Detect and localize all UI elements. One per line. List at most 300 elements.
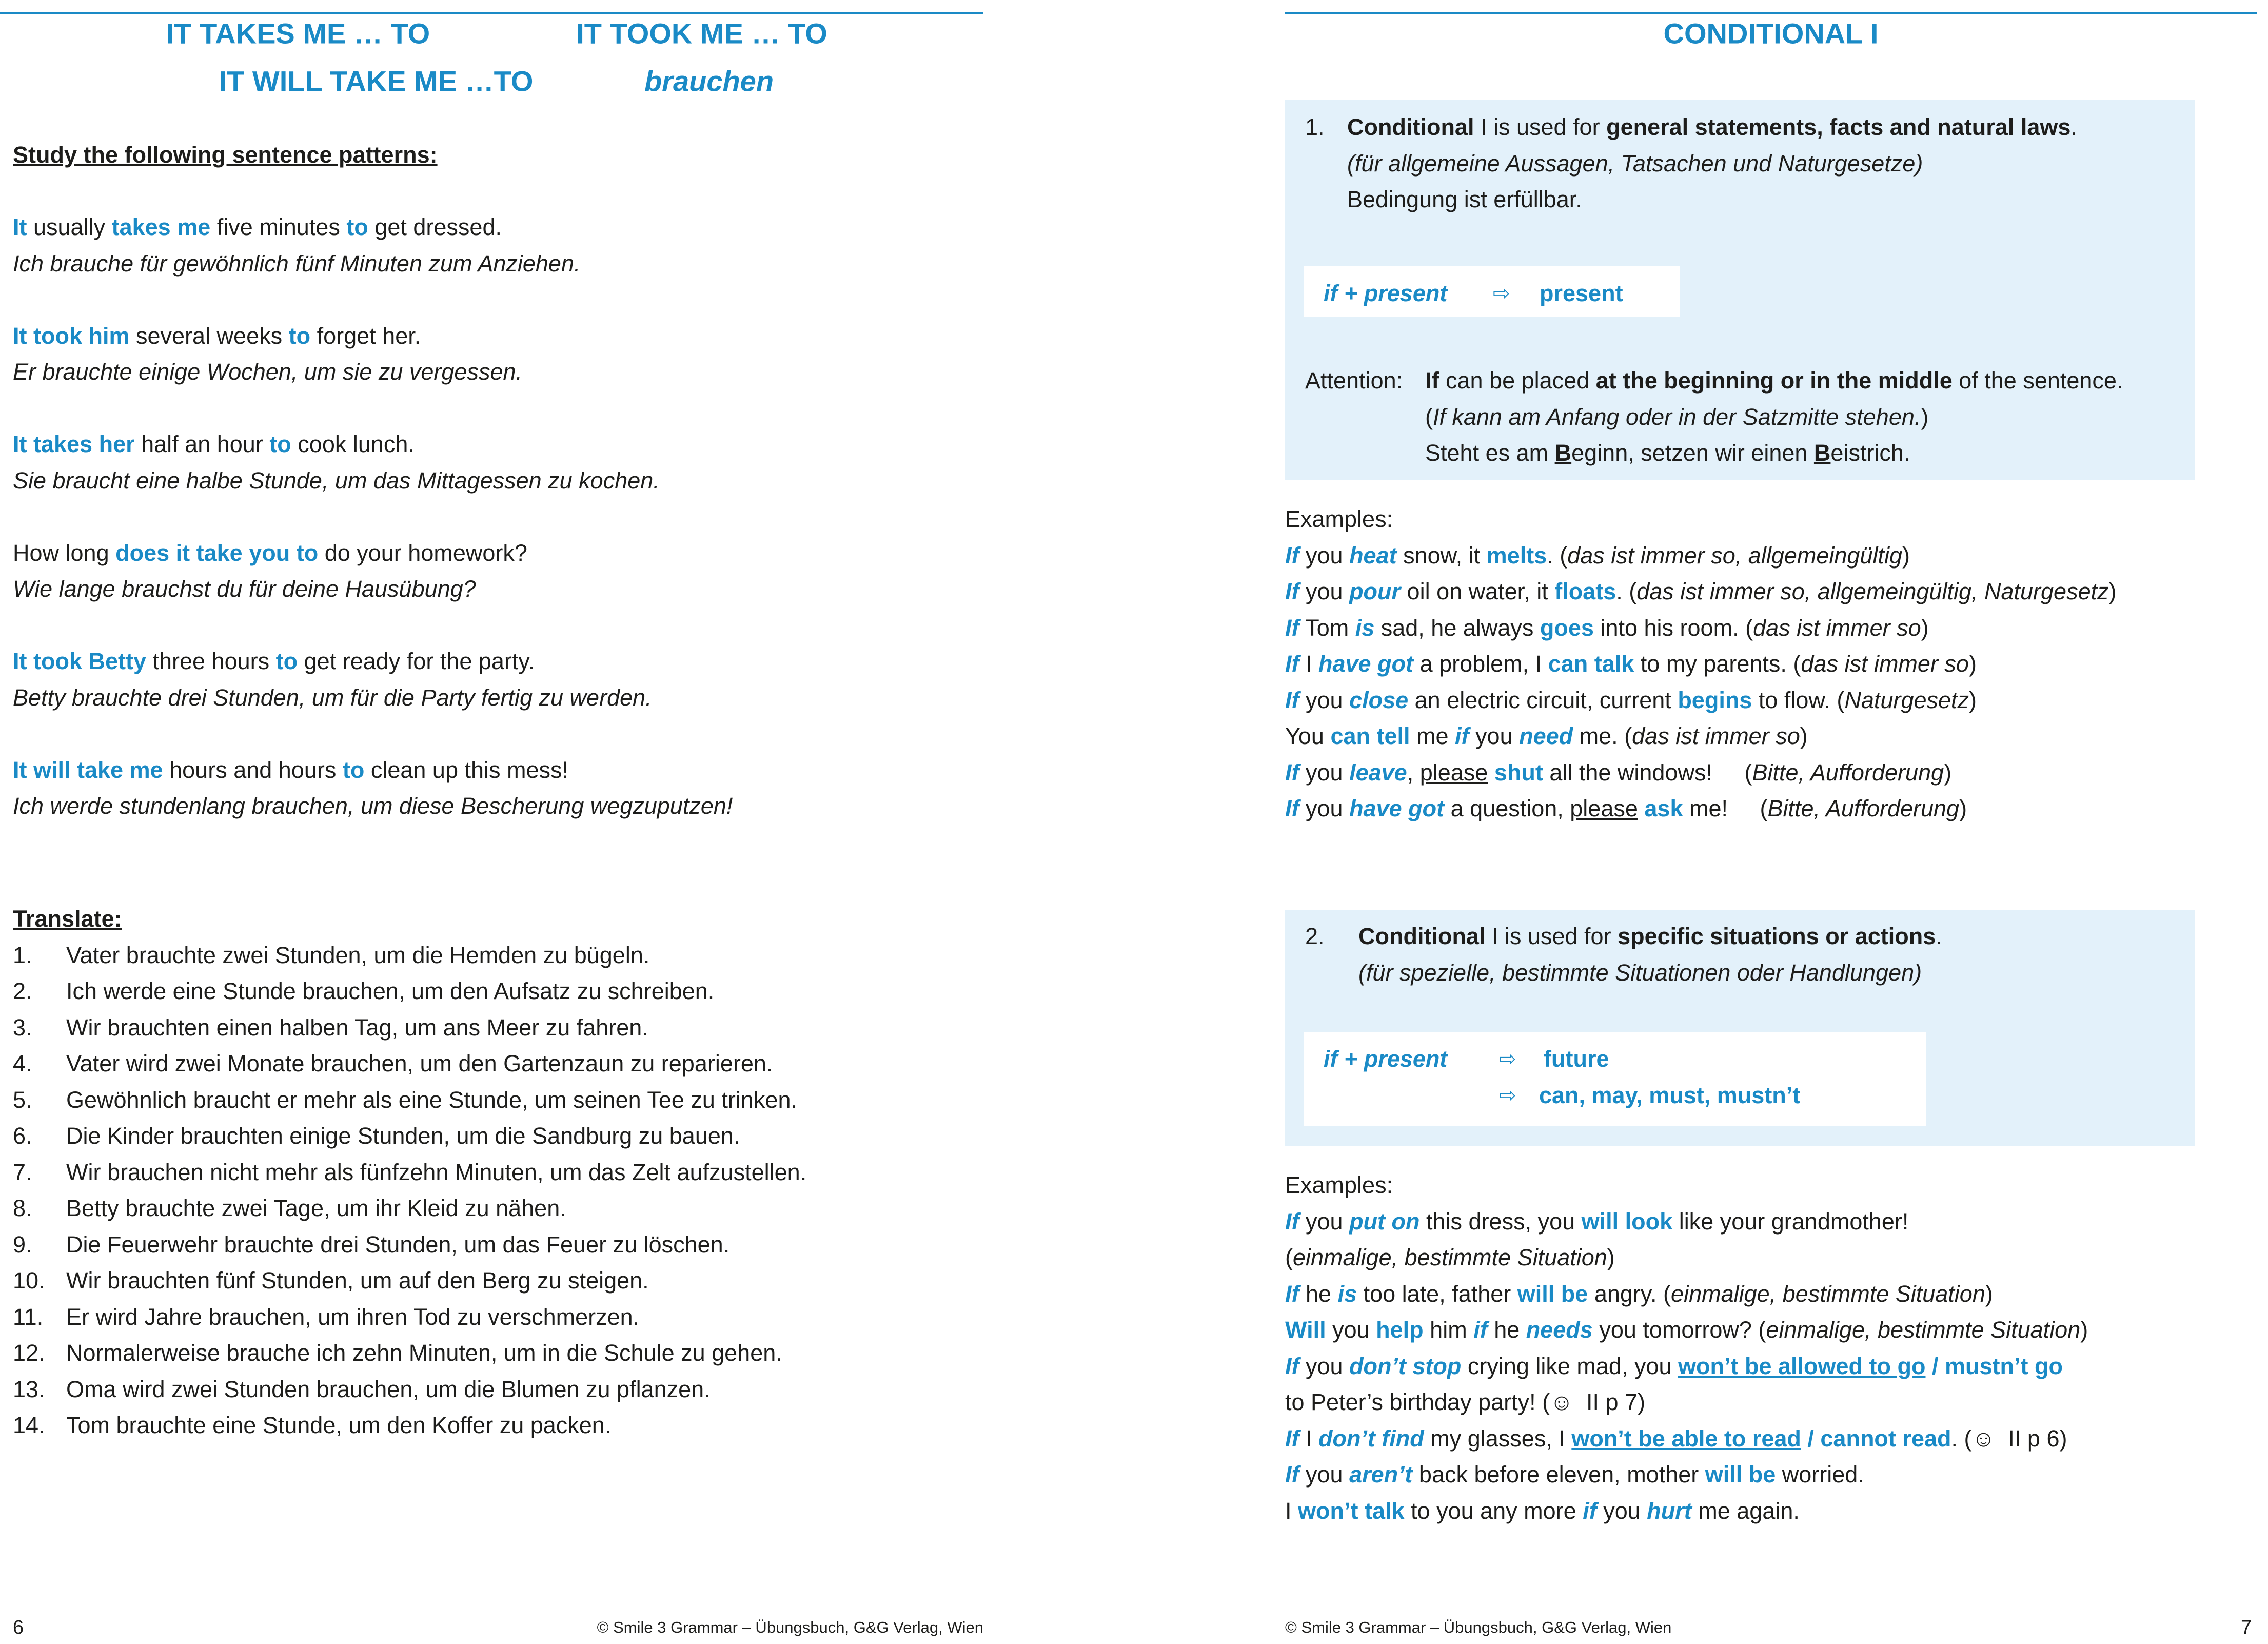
text-segment: is	[1337, 1280, 1357, 1307]
text-segment: if	[1455, 723, 1469, 749]
text-segment: das ist immer so	[1632, 723, 1800, 749]
formula-1-condition: if + present	[1324, 280, 1448, 306]
translate-item	[13, 1299, 806, 1336]
text-segment: )	[1968, 651, 1977, 677]
text-segment: I	[1285, 1497, 1298, 1524]
sentence-patterns	[13, 209, 733, 825]
text-segment: )	[1921, 403, 1929, 430]
text-line	[1358, 918, 1942, 955]
text-segment: put on	[1349, 1208, 1420, 1235]
text-segment: you	[1299, 578, 1350, 604]
text-segment: will be	[1705, 1461, 1776, 1488]
text-segment: (für spezielle, bestimmte Situationen oder Handlungen)	[1358, 959, 1922, 986]
arrow-right-icon: ⇨	[1493, 282, 1510, 305]
attention-label: Attention:	[1305, 367, 1403, 394]
text-segment: to	[346, 214, 368, 240]
text-segment: you	[1299, 759, 1350, 786]
text-segment: too late, father	[1357, 1280, 1517, 1307]
text-segment: )	[1959, 795, 1967, 821]
item-text: Oma wird zwei Stunden brauchen, um die Blumen zu pflanzen.	[66, 1376, 711, 1402]
page-number-right: 7	[2241, 1617, 2252, 1638]
text-segment: have got	[1318, 651, 1414, 677]
translate-item	[13, 1118, 806, 1154]
item-number: 7.	[13, 1159, 32, 1185]
text-segment: he	[1299, 1280, 1338, 1307]
arrow-right-icon: ⇨	[1499, 1084, 1516, 1107]
text-segment: you tomorrow? (	[1592, 1317, 1766, 1343]
text-segment: If	[1285, 614, 1299, 641]
text-segment: )	[1800, 723, 1808, 749]
text-segment: If	[1285, 1280, 1299, 1307]
heading-it-takes-me: IT TAKES ME … TO	[166, 17, 430, 50]
text-segment: of the sentence.	[1952, 367, 2123, 394]
text-segment: you	[1299, 1461, 1350, 1488]
text-segment: all the windows! (	[1543, 759, 1752, 786]
text-segment: me. (	[1573, 723, 1632, 749]
text-segment: hours and hours	[163, 756, 343, 783]
text-line	[13, 246, 733, 282]
text-segment: Conditional	[1358, 923, 1486, 949]
text-segment: him	[1423, 1317, 1474, 1343]
text-segment: to flow. (	[1752, 687, 1845, 713]
translate-item	[13, 1227, 806, 1263]
text-segment: If	[1285, 651, 1299, 677]
left-header-rule	[0, 12, 983, 14]
rule-1-number-col	[1305, 109, 1325, 146]
text-segment: Will	[1285, 1317, 1326, 1343]
attention-text	[1425, 363, 2123, 472]
text-segment	[1638, 795, 1645, 821]
item-text: Wir brauchten einen halben Tag, um ans Meer zu fahren.	[66, 1014, 648, 1041]
text-segment: sad, he always	[1374, 614, 1540, 641]
text-line	[1425, 399, 2123, 436]
text-segment: you	[1299, 795, 1350, 821]
text-segment: hurt	[1647, 1497, 1692, 1524]
item-text: Wir brauchen nicht mehr als fünfzehn Minuten, um das Zelt aufzustellen.	[66, 1159, 807, 1185]
heading-it-took-me: IT TOOK ME … TO	[576, 17, 827, 50]
translate-section	[13, 901, 806, 1444]
text-segment: won’t be able to read	[1571, 1425, 1801, 1452]
item-number: 6.	[13, 1123, 32, 1149]
text-segment: me	[1410, 723, 1455, 749]
item-text: Vater brauchte zwei Stunden, um die Hemden zu bügeln.	[66, 942, 650, 968]
text-line	[1285, 1240, 2088, 1276]
text-segment: eginn, setzen wir einen	[1571, 440, 1814, 466]
text-segment: I	[1299, 651, 1319, 677]
blank-line	[13, 282, 733, 318]
text-segment: If	[1285, 687, 1299, 713]
text-segment: is	[1355, 614, 1375, 641]
translate-item	[13, 973, 806, 1010]
text-segment: )	[1921, 614, 1929, 641]
text-segment: Er brauchte einige Wochen, um sie zu vergessen.	[13, 359, 523, 385]
text-segment: usually	[27, 214, 112, 240]
text-segment: How long	[13, 539, 116, 566]
text-line	[13, 209, 733, 246]
text-segment: Bitte, Aufforderung	[1752, 759, 1944, 786]
rule-1-number: 1.	[1305, 114, 1325, 140]
text-segment: / cannot read	[1801, 1425, 1951, 1452]
text-line	[1285, 1457, 2088, 1493]
item-number: 8.	[13, 1195, 32, 1221]
text-segment: get dressed.	[368, 214, 502, 240]
text-segment: I is used for	[1485, 923, 1618, 949]
text-segment: my glasses, I	[1424, 1425, 1572, 1452]
text-line	[13, 535, 733, 572]
text-segment: you	[1299, 1353, 1350, 1379]
text-segment: )	[1944, 759, 1952, 786]
text-segment: It takes her	[13, 431, 135, 457]
text-segment: heat	[1349, 542, 1397, 569]
examples-1	[1285, 501, 2117, 827]
text-segment: das ist immer so	[1753, 614, 1921, 641]
text-segment: )	[2108, 578, 2117, 604]
text-line	[1285, 1312, 2088, 1348]
text-line	[1347, 182, 2077, 218]
text-segment: clean up this mess!	[364, 756, 569, 783]
blank-line	[13, 390, 733, 427]
text-segment: forget her.	[310, 322, 421, 349]
page-number-left: 6	[13, 1617, 24, 1638]
text-line	[13, 318, 733, 355]
formula-2-result-future: future	[1544, 1046, 1609, 1072]
text-segment: einmalige, bestimmte Situation	[1293, 1244, 1607, 1270]
page-title: CONDITIONAL I	[1663, 17, 1879, 50]
study-label: Study the following sentence patterns:	[13, 142, 438, 168]
translate-item	[13, 1372, 806, 1408]
item-text: Normalerweise brauche ich zehn Minuten, um in die Schule zu gehen.	[66, 1340, 782, 1366]
text-segment: you	[1596, 1497, 1647, 1524]
text-segment: If	[1285, 759, 1299, 786]
text-segment: to	[275, 648, 298, 674]
text-segment: If	[1285, 1461, 1299, 1488]
text-segment: me again.	[1691, 1497, 1800, 1524]
item-number: 3.	[13, 1014, 32, 1041]
text-segment: )	[2080, 1317, 2088, 1343]
text-segment: If	[1285, 1353, 1299, 1379]
text-segment: If	[1285, 795, 1299, 821]
text-segment: you	[1299, 1208, 1350, 1235]
text-segment: . (	[1616, 578, 1637, 604]
item-number: 14.	[13, 1412, 45, 1438]
text-segment: It	[13, 214, 27, 240]
rule-2-text	[1358, 918, 1942, 991]
text-segment: You	[1285, 723, 1331, 749]
text-segment: das ist immer so, allgemeingültig, Naturgesetz	[1636, 578, 2109, 604]
text-segment: to	[269, 431, 291, 457]
text-segment: eistrich.	[1830, 440, 1910, 466]
rule-1-text	[1347, 109, 2077, 218]
text-line	[1285, 610, 2117, 647]
text-segment: don’t find	[1318, 1425, 1424, 1452]
text-segment: if	[1473, 1317, 1488, 1343]
translate-list	[13, 937, 806, 1444]
text-line	[13, 426, 733, 463]
text-segment: If kann am Anfang oder in der Satzmitte stehen.	[1433, 403, 1921, 430]
blank-line	[13, 716, 733, 752]
text-segment: Conditional	[1347, 114, 1474, 140]
blank-line	[13, 608, 733, 644]
text-line	[13, 788, 733, 825]
right-header-rule	[1285, 12, 2257, 14]
item-number: 10.	[13, 1267, 45, 1294]
text-segment: melts	[1486, 542, 1547, 569]
text-segment: If	[1285, 1425, 1299, 1452]
text-segment: need	[1519, 723, 1573, 749]
translate-item	[13, 1082, 806, 1119]
heading-brauchen: brauchen	[644, 65, 774, 97]
examples-1-label: Examples:	[1285, 506, 1393, 532]
text-segment: close	[1349, 687, 1409, 713]
text-line	[1285, 1348, 2088, 1385]
text-line	[1285, 1384, 2088, 1421]
text-segment: Bitte, Aufforderung	[1767, 795, 1960, 821]
text-segment: oil on water, it	[1401, 578, 1555, 604]
text-line	[1285, 646, 2117, 682]
text-segment: cook lunch.	[291, 431, 415, 457]
item-number: 12.	[13, 1340, 45, 1366]
text-segment: aren’t	[1349, 1461, 1413, 1488]
text-segment: Naturgesetz	[1844, 687, 1969, 713]
examples-1-list	[1285, 538, 2117, 827]
blank-line	[13, 499, 733, 535]
examples-2-label: Examples:	[1285, 1172, 1393, 1198]
text-segment: leave	[1349, 759, 1407, 786]
text-segment: It took Betty	[13, 648, 147, 674]
text-segment: If	[1285, 578, 1299, 604]
text-segment: einmalige, bestimmte Situation	[1671, 1280, 1985, 1307]
text-segment: pour	[1349, 578, 1401, 604]
text-segment: If	[1285, 1208, 1299, 1235]
text-segment: It will take me	[13, 756, 163, 783]
translate-item	[13, 1335, 806, 1372]
text-segment: to	[288, 322, 311, 349]
text-segment: you	[1299, 542, 1350, 569]
text-segment	[1488, 759, 1494, 786]
text-segment: (	[1285, 1244, 1293, 1270]
translate-item	[13, 1190, 806, 1227]
item-text: Tom brauchte eine Stunde, um den Koffer zu packen.	[66, 1412, 612, 1438]
item-text: Vater wird zwei Monate brauchen, um den Gartenzaun zu reparieren.	[66, 1050, 773, 1077]
translate-item	[13, 1046, 806, 1082]
text-segment: at the beginning or in the middle	[1595, 367, 1953, 394]
text-line	[1285, 538, 2117, 574]
text-line	[1425, 363, 2123, 399]
text-segment: three hours	[146, 648, 276, 674]
item-number: 13.	[13, 1376, 45, 1402]
text-segment: a question,	[1444, 795, 1570, 821]
text-segment: won’t talk	[1298, 1497, 1405, 1524]
text-segment: / mustn’t go	[1925, 1353, 2063, 1379]
text-segment: )	[1969, 687, 1977, 713]
item-text: Ich werde eine Stunde brauchen, um den Aufsatz zu schreiben.	[66, 978, 715, 1004]
formula-box-2	[1304, 1032, 1926, 1126]
translate-item	[13, 1263, 806, 1299]
text-segment: to	[342, 756, 365, 783]
text-line	[1285, 791, 2117, 827]
item-text: Wir brauchten fünf Stunden, um auf den Berg zu steigen.	[66, 1267, 649, 1294]
text-line	[1347, 146, 2077, 182]
text-segment: . (☺ II p 6)	[1951, 1425, 2067, 1452]
text-segment: Ich werde stundenlang brauchen, um diese Bescherung wegzuputzen!	[13, 793, 733, 819]
text-segment: angry. (	[1588, 1280, 1671, 1307]
text-segment: ask	[1644, 795, 1683, 821]
item-number: 9.	[13, 1231, 32, 1258]
text-segment: If	[1285, 542, 1299, 569]
text-segment: to Peter’s birthday party! (☺ II p 7)	[1285, 1389, 1646, 1415]
text-line	[1358, 955, 1942, 991]
translate-label: Translate:	[13, 906, 122, 932]
study-instruction	[13, 137, 438, 173]
text-segment: snow, it	[1396, 542, 1487, 569]
text-segment: he	[1487, 1317, 1526, 1343]
text-segment: you	[1326, 1317, 1376, 1343]
text-segment: I is used for	[1474, 114, 1607, 140]
text-segment: five minutes	[210, 214, 347, 240]
text-segment: specific situations or actions	[1618, 923, 1936, 949]
translate-item	[13, 1407, 806, 1444]
text-line	[1285, 682, 2117, 719]
text-line	[13, 752, 733, 789]
item-number: 5.	[13, 1086, 32, 1113]
translate-item	[13, 1154, 806, 1191]
text-segment: a problem, I	[1413, 651, 1548, 677]
text-segment: Bedingung ist erfüllbar.	[1347, 186, 1582, 212]
text-line	[1347, 109, 2077, 146]
item-text: Die Feuerwehr brauchte drei Stunden, um das Feuer zu löschen.	[66, 1231, 730, 1258]
text-line	[1285, 1276, 2088, 1313]
text-segment: half an hour	[134, 431, 270, 457]
heading-it-will-take-me: IT WILL TAKE ME …TO	[219, 65, 534, 97]
text-segment: das ist immer so, allgemeingültig	[1567, 542, 1902, 569]
text-segment: back before eleven, mother	[1412, 1461, 1705, 1488]
item-text: Gewöhnlich braucht er mehr als eine Stunde, um seinen Tee zu trinken.	[66, 1086, 797, 1113]
rule-2-number-col	[1305, 918, 1325, 955]
examples-2	[1285, 1167, 2088, 1529]
text-segment: Ich brauche für gewöhnlich fünf Minuten zum Anziehen.	[13, 250, 581, 277]
formula-2-result-modals: can, may, must, mustn’t	[1539, 1082, 1801, 1108]
text-segment: If	[1425, 367, 1439, 394]
text-segment: )	[1985, 1280, 1993, 1307]
text-line	[1425, 435, 2123, 472]
text-segment: to you any more	[1404, 1497, 1583, 1524]
translate-item	[13, 937, 806, 974]
text-segment: It took him	[13, 322, 130, 349]
text-line	[1285, 718, 2117, 755]
text-segment: B	[1554, 440, 1572, 466]
text-segment: an electric circuit, current	[1408, 687, 1678, 713]
text-segment: ,	[1407, 759, 1420, 786]
text-segment: Tom	[1299, 614, 1355, 641]
formula-2-condition: if + present	[1324, 1046, 1448, 1072]
text-line	[13, 571, 733, 608]
text-line	[13, 680, 733, 716]
text-segment: shut	[1494, 759, 1543, 786]
text-segment: into his room. (	[1593, 614, 1753, 641]
text-segment: begins	[1678, 687, 1752, 713]
item-number: 2.	[13, 978, 32, 1004]
text-line	[1285, 1493, 2088, 1530]
arrow-right-icon: ⇨	[1499, 1048, 1516, 1070]
item-number: 1.	[13, 942, 32, 968]
text-segment: . (	[1547, 542, 1568, 569]
text-segment: can talk	[1548, 651, 1634, 677]
text-segment: won’t be allowed to go	[1678, 1353, 1926, 1379]
text-segment: can be placed	[1439, 367, 1596, 394]
formula-1-result: present	[1540, 280, 1623, 306]
text-segment: Betty brauchte drei Stunden, um für die Party fertig zu werden.	[13, 684, 652, 711]
text-segment: like your grandmother!	[1672, 1208, 1909, 1235]
text-segment: (	[1425, 403, 1433, 430]
text-segment: will look	[1581, 1208, 1673, 1235]
attention-label-col	[1305, 363, 1403, 399]
item-text: Die Kinder brauchten einige Stunden, um die Sandburg zu bauen.	[66, 1123, 740, 1149]
item-number: 4.	[13, 1050, 32, 1077]
rule-2-number: 2.	[1305, 923, 1325, 949]
text-segment: several weeks	[129, 322, 289, 349]
text-segment: if	[1583, 1497, 1597, 1524]
text-segment: will be	[1517, 1280, 1588, 1307]
text-line	[13, 643, 733, 680]
text-segment: needs	[1526, 1317, 1593, 1343]
text-line	[1285, 755, 2117, 791]
text-segment: does it take you to	[115, 539, 319, 566]
text-segment: das ist immer so	[1801, 651, 1969, 677]
text-segment: please	[1570, 795, 1638, 821]
text-segment: get ready for the party.	[298, 648, 535, 674]
footer-left: © Smile 3 Grammar – Übungsbuch, G&G Verlag, Wien	[597, 1618, 983, 1636]
text-line	[1285, 1421, 2088, 1457]
text-segment: worried.	[1776, 1461, 1864, 1488]
text-segment: you	[1299, 687, 1350, 713]
text-segment: have got	[1349, 795, 1445, 821]
text-segment: floats	[1554, 578, 1616, 604]
text-segment: please	[1419, 759, 1488, 786]
text-segment: do your homework?	[318, 539, 527, 566]
formula-box-1	[1304, 266, 1680, 317]
text-segment: crying like mad, you	[1461, 1353, 1678, 1379]
text-segment: Steht es am	[1425, 440, 1555, 466]
text-segment: .	[1936, 923, 1942, 949]
text-segment: Sie braucht eine halbe Stunde, um das Mittagessen zu kochen.	[13, 467, 660, 494]
text-line	[1285, 1204, 2088, 1240]
text-segment: .	[2070, 114, 2077, 140]
text-segment: )	[1607, 1244, 1615, 1270]
text-segment: me! (	[1683, 795, 1768, 821]
text-segment: takes me	[111, 214, 211, 240]
text-segment: can tell	[1330, 723, 1410, 749]
item-text: Er wird Jahre brauchen, um ihren Tod zu verschmerzen.	[66, 1303, 640, 1330]
text-segment: (für allgemeine Aussagen, Tatsachen und Naturgesetze)	[1347, 150, 1923, 177]
text-segment: to my parents. (	[1634, 651, 1801, 677]
text-segment: I	[1299, 1425, 1319, 1452]
text-line	[1285, 574, 2117, 610]
examples-2-list	[1285, 1204, 2088, 1530]
text-line	[13, 354, 733, 390]
text-segment: you	[1469, 723, 1520, 749]
text-segment: help	[1376, 1317, 1424, 1343]
text-segment: B	[1813, 440, 1831, 466]
text-segment: general statements, facts and natural laws	[1606, 114, 2071, 140]
text-segment: this dress, you	[1419, 1208, 1582, 1235]
item-text: Betty brauchte zwei Tage, um ihr Kleid zu nähen.	[66, 1195, 566, 1221]
text-segment: Wie lange brauchst du für deine Hausübung?	[13, 576, 476, 602]
text-segment: )	[1902, 542, 1910, 569]
item-number: 11.	[13, 1303, 44, 1330]
text-segment: einmalige, bestimmte Situation	[1766, 1317, 2081, 1343]
text-segment: don’t stop	[1349, 1353, 1462, 1379]
footer-right: © Smile 3 Grammar – Übungsbuch, G&G Verlag, Wien	[1285, 1618, 1672, 1636]
